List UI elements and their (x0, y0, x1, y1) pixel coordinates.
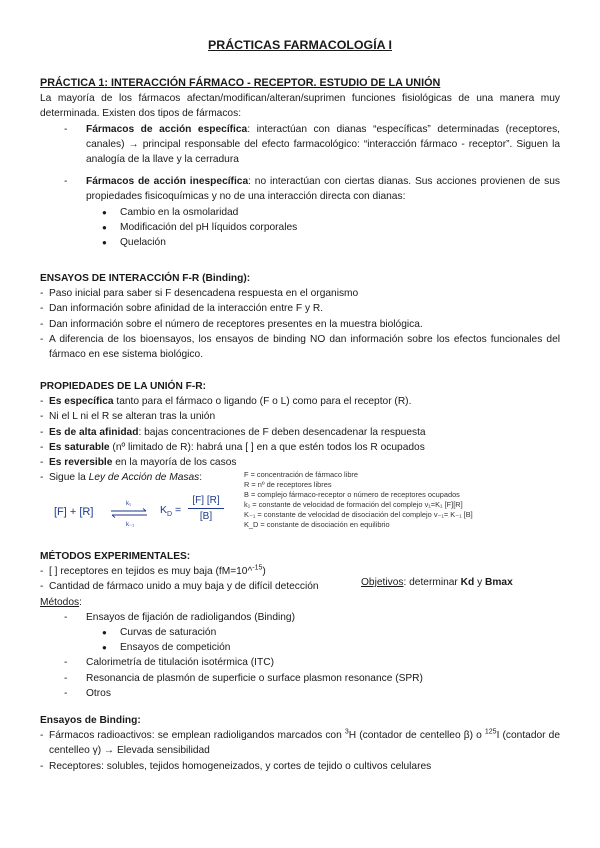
list-item: - [ ] receptores en tejidos es muy baja (fM=10^$^{-15}$) (40, 564, 266, 578)
formula-definitions (244, 470, 574, 530)
dash-marker: - (64, 123, 68, 135)
ley-accion-masas: - Sigue la Ley de Acción de Masas: (40, 472, 203, 484)
metodos-heading: MÉTODOS EXPERIMENTALES: (40, 551, 191, 562)
definition-line: B = complejo fármaco-receptor o número de receptores ocupados (244, 490, 460, 499)
definition-line: F = concentración de fármaco libre (244, 470, 358, 479)
definition-line: k₁ = constante de velocidad de formación del complejo v₁=K₁ [F][R] (244, 500, 463, 509)
mass-action-formula (54, 493, 224, 533)
list-item: - Es de alta afinidad: bajas concentraciones de F deben desencadenar la respuesta (40, 426, 426, 438)
metodos-label: Métodos: (40, 596, 82, 608)
list-item: - Ni el L ni el R se alteran tras la unión (40, 411, 216, 423)
list-item: - Es saturable (nº limitado de R): habrá una [ ] en a que estén todos los R ocupados (40, 441, 425, 453)
definition-line: K₋₁ = constante de velocidad de disociación del complejo v₋₁= K₋₁ [B] (244, 510, 473, 519)
binding-heading: Ensayos de Binding: (40, 715, 141, 726)
formula-denominator: [B] (199, 511, 213, 522)
tipo-inespecifica (64, 174, 560, 204)
bullet-icon: ● (102, 222, 107, 232)
bullet-icon: ● (102, 207, 107, 217)
list-item: - Fármacos radioactivos: se emplean radioligandos marcados con $^3$H (contador de centelleo β) o $^{125}$I (contador de centelleo γ) → Elevada sensibilidad (40, 728, 560, 757)
tipo-inespecifica-text: : no interactúan con ciertas dianas. Sus acciones provienen de sus propiedades fisicoquímicas y no de una interacción directa con dianas: (86, 176, 560, 203)
list-item: ● Curvas de saturación (102, 625, 560, 640)
practica-1-section (40, 76, 560, 250)
document-title: PRÁCTICAS FARMACOLOGÍA I (207, 38, 393, 52)
bullet-icon: ● (102, 628, 107, 638)
formula-lhs: [F] + [R] (54, 506, 94, 518)
formula-numerator: [F] [R] (192, 495, 220, 506)
tipo-especifica-label: Fármacos de acción específica (86, 123, 248, 135)
list-item: - Calorimetría de titulación isotérmica (ITC) (64, 657, 274, 669)
list-item: - Cantidad de fármaco unido a muy baja y de difícil detección (40, 581, 319, 593)
bullet-icon: ● (102, 643, 107, 653)
binding-section (40, 713, 560, 774)
definition-line: K_D = constante de disociación en equilibrio (244, 520, 390, 529)
tipo-especifica (64, 122, 560, 168)
list-item: - Es específica tanto para el fármaco o ligando (F o L) como para el receptor (R). (40, 396, 412, 408)
practica-1-intro: La mayoría de los fármacos afectan/modifican/alteran/suprimen funciones fisiológicas de una manera muy determinada. Existen dos tipos de fármacos: (40, 93, 560, 120)
list-item: - Resonancia de plasmón de superficie o surface plasmon resonance (SPR) (64, 672, 423, 684)
bullet-icon: ● (102, 238, 107, 248)
definition-line: R = nº de receptores libres (244, 480, 332, 489)
formula-k1: k₁ (126, 501, 132, 507)
list-item: - Dan información sobre el número de receptores presentes en la muestra biológica. (40, 318, 423, 330)
practica-1-heading: PRÁCTICA 1: INTERACCIÓN FÁRMACO - RECEPTOR. ESTUDIO DE LA UNIÓN (40, 77, 441, 89)
propiedades-heading: PROPIEDADES DE LA UNIÓN F-R: (40, 381, 207, 392)
list-item: - Otros (64, 687, 111, 699)
list-item: ● Ensayos de competición (102, 640, 560, 655)
metodos-section (40, 549, 560, 701)
ensayos-heading: ENSAYOS DE INTERACCIÓN F-R (Binding): (40, 273, 251, 284)
list-item: - Receptores: solubles, tejidos homogeneizados, y cortes de tejido o cultivos celulares (40, 760, 432, 772)
list-item: ● Quelación (102, 235, 560, 250)
tipo-inespecifica-label: Fármacos de acción inespecífica (86, 176, 249, 188)
list-item: - Dan información sobre afinidad de la interacción entre F y R. (40, 303, 324, 315)
list-item: - Paso inicial para saber si F desencadena respuesta en el organismo (40, 288, 359, 300)
dash-marker: - (64, 176, 68, 188)
objetivos-note: Objetivos: determinar Kd y Bmax (361, 577, 513, 588)
list-item: - Es reversible en la mayoría de los casos (40, 457, 237, 469)
list-item: ● Modificación del pH líquidos corporales (102, 220, 560, 235)
list-item: ● Cambio en la osmolaridad (102, 205, 560, 220)
formula-fraction (188, 494, 224, 523)
formula-kd: $K_D$ = (160, 504, 182, 519)
ensayos-section (40, 271, 560, 362)
formula-k2: k₋₁ (126, 522, 135, 528)
list-item: - Ensayos de fijación de radioligandos (Binding) (64, 611, 295, 623)
tipo-especifica-text: : interactúan con dianas “específicas” determinadas (receptores, canales) → principal responsable del efecto farmacológico: “interacción fármaco - receptor”. Siguen la analogía de la llave y la cerradura (86, 123, 560, 166)
list-item: - A diferencia de los bioensayos, los ensayos de binding NO dan información sobre los efectos funcionales del fármaco en ese sistema biológico. (40, 333, 560, 361)
